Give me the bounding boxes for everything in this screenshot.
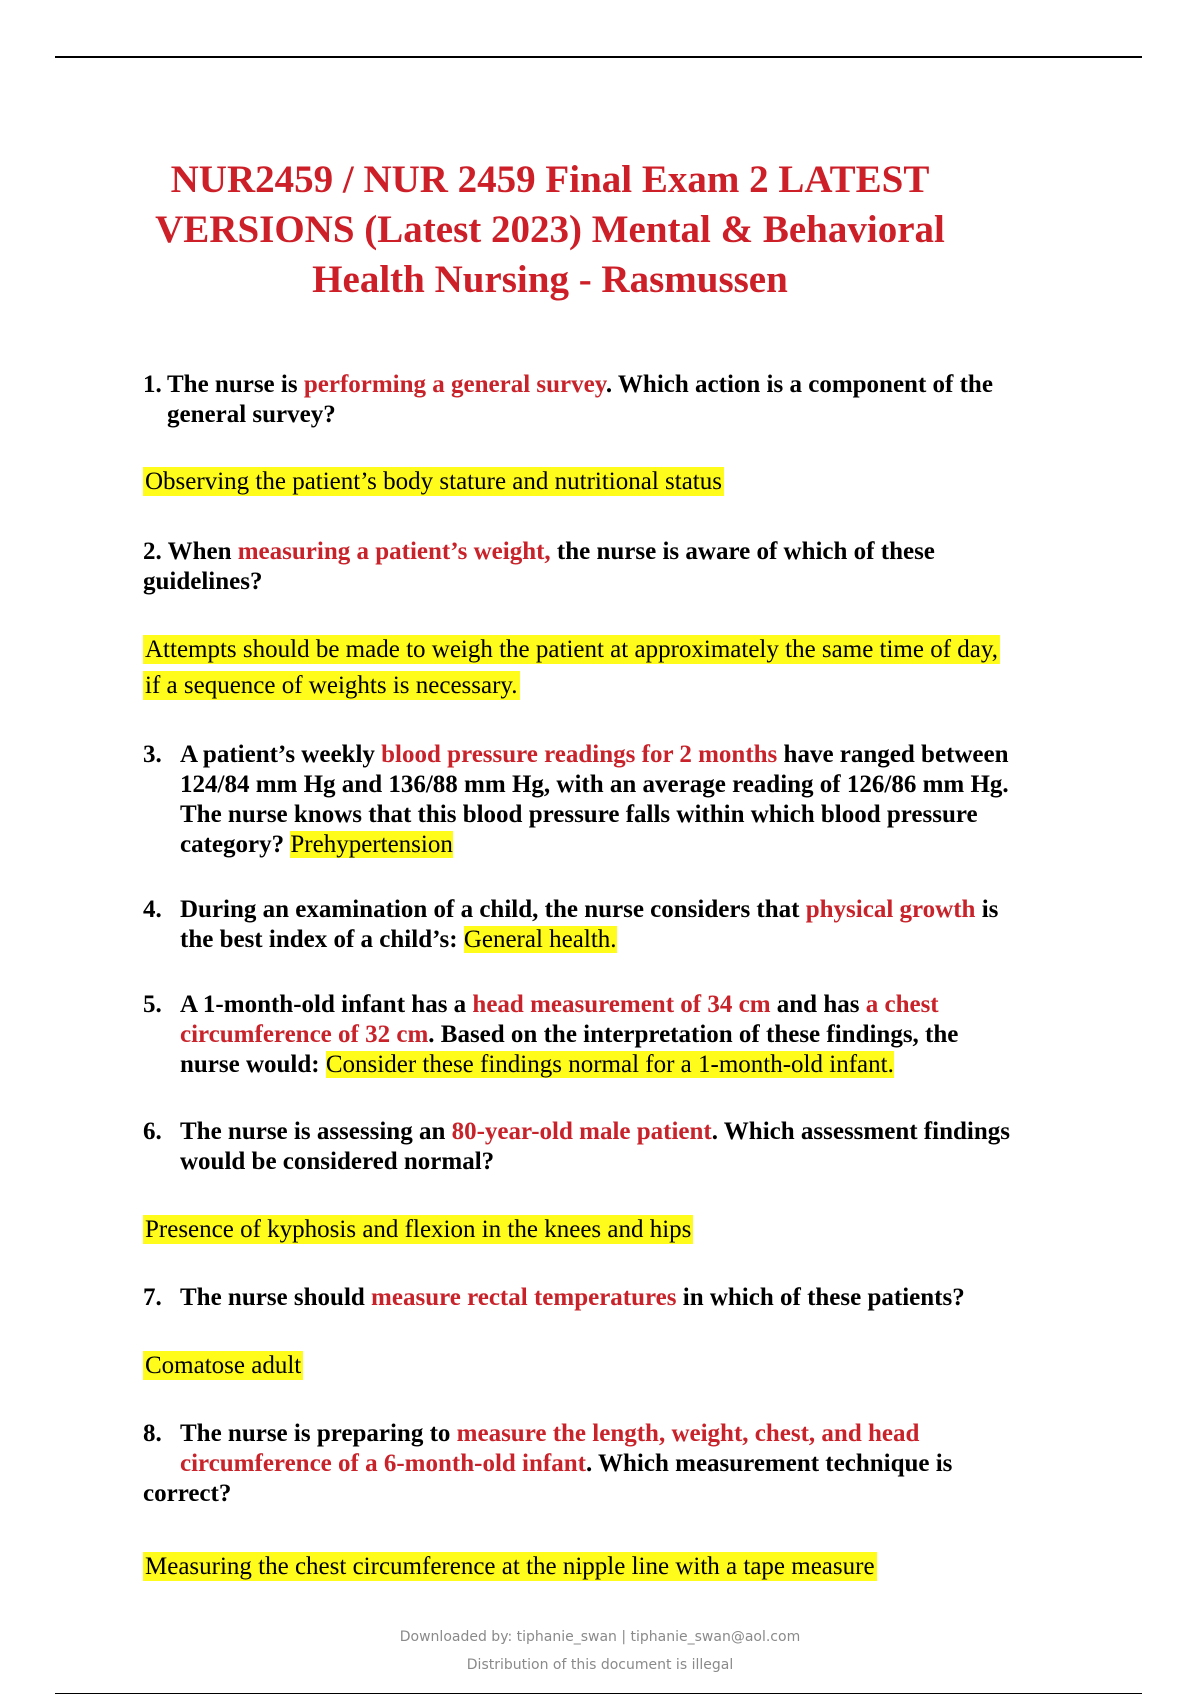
question-8: 8. The nurse is preparing to measure the length, weight, chest, and head circumference of a 6-month-old infant. Which measurement technique is correct? (143, 1420, 953, 1507)
question-5: 5. A 1-month-old infant has a head measurement of 34 cm and has a chest circumference of 32 cm. Based on the interpretation of these findings, the nurse would: Consider these findings normal for a 1-month-old infant. (143, 991, 959, 1078)
question-number: 1. (143, 371, 162, 398)
download-notice: Downloaded by: tiphanie_swan | tiphanie_swan@aol.com (399, 1629, 801, 1645)
question-4: 4. During an examination of a child, the nurse considers that physical growth is the best index of a child’s: General health. (143, 896, 999, 953)
title-line-2: VERSIONS (Latest 2023) Mental & Behavioral (155, 208, 945, 251)
title-line-1: NUR2459 / NUR 2459 Final Exam 2 LATEST (170, 158, 930, 201)
question-number: 5. (143, 991, 162, 1018)
distribution-notice: Distribution of this document is illegal (466, 1657, 734, 1673)
title-line-3: Health Nursing - Rasmussen (312, 258, 788, 301)
question-number: 3. (143, 741, 162, 768)
answer-1: Observing the patient’s body stature and nutritional status (145, 468, 722, 495)
keyword-highlight: circumference of a 6-month-old infant (180, 1450, 586, 1477)
question-3: 3. A patient’s weekly blood pressure readings for 2 months have ranged between 124/84 mm Hg and 136/88 mm Hg, with an average reading of 126/86 mm Hg. The nurse knows that this blood pressure falls within which blood pressure category? Prehypertension (143, 741, 1009, 858)
answer-3: Prehypertension (290, 831, 453, 858)
answer-4: General health. (463, 926, 617, 953)
keyword-highlight: measuring a patient’s weight, (237, 538, 551, 565)
question-2: 2. When measuring a patient’s weight, the nurse is aware of which of these guidelines? (143, 538, 935, 595)
keyword-highlight: measure the length, weight, chest, and head (456, 1420, 920, 1447)
question-6: 6. The nurse is assessing an 80-year-old male patient. Which assessment findings would be considered normal? (143, 1118, 1010, 1175)
answer-2: Attempts should be made to weigh the patient at approximately the same time of day, if a sequence of weights is necessary. (145, 636, 999, 699)
keyword-highlight: measure rectal temperatures (371, 1284, 677, 1311)
keyword-highlight: performing a general survey (303, 371, 606, 398)
top-rule (55, 56, 1142, 58)
question-number: 4. (143, 896, 162, 923)
question-1: 1. The nurse is performing a general survey. Which action is a component of the general survey? (143, 371, 993, 428)
keyword-highlight: head measurement of 34 cm (472, 991, 771, 1018)
answer-5: Consider these findings normal for a 1-month-old infant. (325, 1051, 894, 1078)
question-number: 2. (143, 538, 162, 565)
document-title (100, 155, 1000, 305)
question-number: 6. (143, 1118, 162, 1145)
answer-7: Comatose adult (145, 1352, 302, 1379)
keyword-highlight: 80-year-old male patient (451, 1118, 712, 1145)
answer-6: Presence of kyphosis and flexion in the knees and hips (145, 1216, 692, 1243)
answer-8: Measuring the chest circumference at the nipple line with a tape measure (145, 1553, 875, 1580)
question-7: 7. The nurse should measure rectal temperatures in which of these patients? (143, 1284, 965, 1311)
question-number: 8. (143, 1420, 162, 1447)
question-number: 7. (143, 1284, 162, 1311)
bottom-rule (55, 1693, 1142, 1694)
keyword-highlight: a chest (865, 991, 939, 1018)
keyword-highlight: circumference of 32 cm (180, 1021, 429, 1048)
keyword-highlight: physical growth (805, 896, 976, 923)
keyword-highlight: blood pressure readings for 2 months (381, 741, 778, 768)
